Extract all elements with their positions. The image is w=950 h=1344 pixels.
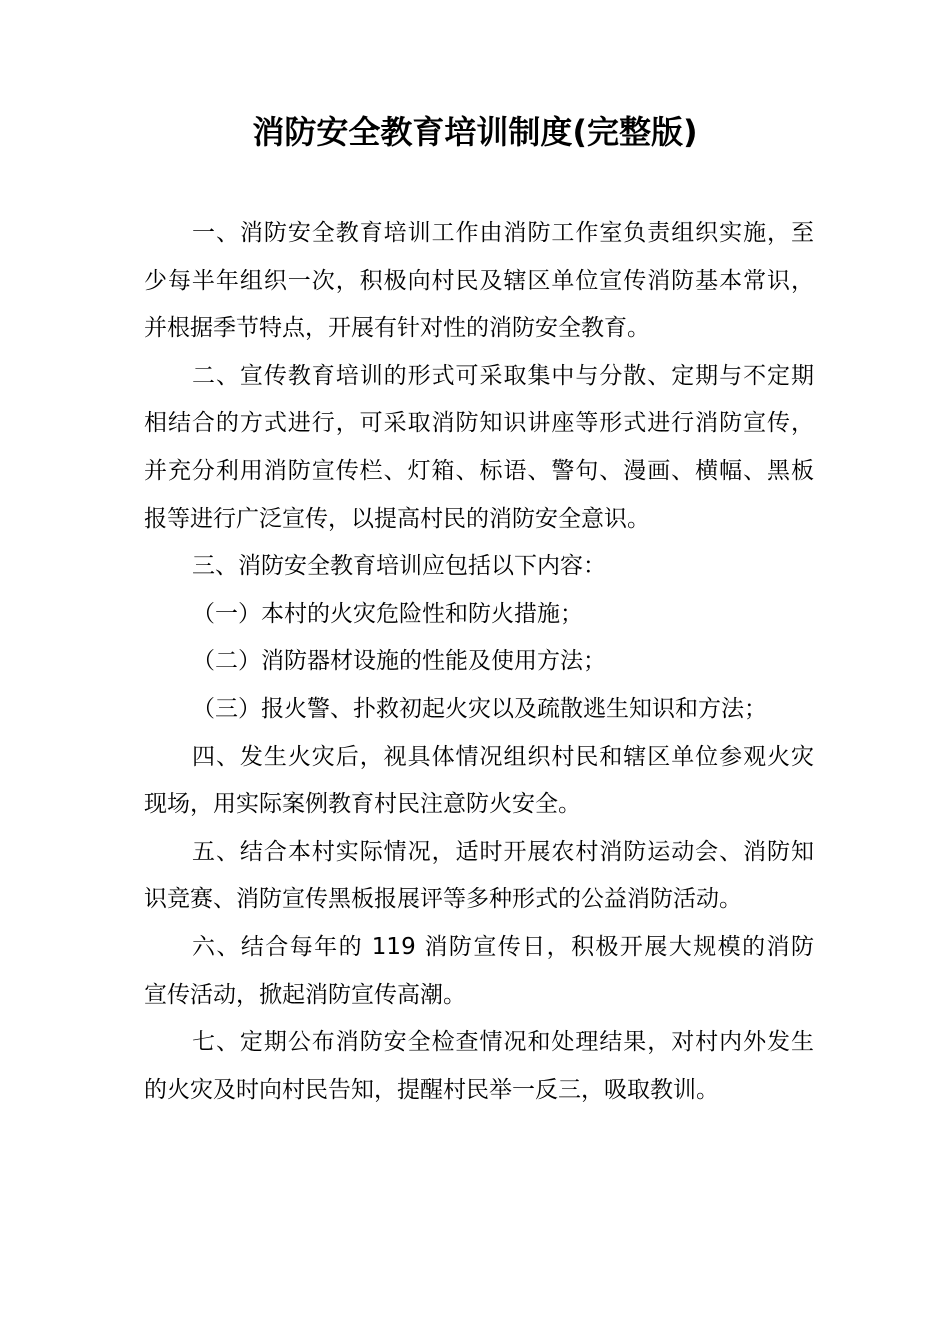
text-line: 五、结合本村实际情况，适时开展农村消防运动会、消防知 [192, 838, 814, 865]
text-line: 现场，用实际案例教育村民注意防火安全。 [144, 791, 581, 818]
text-line: 三、消防安全教育培训应包括以下内容： [192, 553, 606, 580]
text-line: （二）消防器材设施的性能及使用方法； [192, 648, 606, 675]
text-line: 相结合的方式进行，可采取消防知识讲座等形式进行消防宣传， [144, 410, 814, 437]
text-line: 一、消防安全教育培训工作由消防工作室负责组织实施，至 [192, 220, 814, 246]
text-line: 识竞赛、消防宣传黑板报展评等多种形式的公益消防活动。 [144, 886, 742, 913]
text-line: 七、定期公布消防安全检查情况和处理结果，对村内外发生 [192, 1029, 814, 1056]
text-line: 六、结合每年的 119 消防宣传日，积极开展大规模的消防 [192, 933, 814, 960]
text-line: 四、发生火灾后，视具体情况组织村民和辖区单位参观火灾 [192, 743, 814, 770]
text-line: （三）报火警、扑救初起火灾以及疏散逃生知识和方法； [192, 695, 767, 722]
text-line: 的火灾及时向村民告知，提醒村民举一反三，吸取教训。 [144, 1076, 719, 1103]
text-line: 并根据季节特点，开展有针对性的消防安全教育。 [144, 315, 650, 342]
text-line: 少每半年组织一次，积极向村民及辖区单位宣传消防基本常识， [144, 267, 814, 294]
document-body [144, 210, 814, 1114]
text-line: （一）本村的火灾危险性和防火措施； [192, 600, 583, 627]
text-line: 二、宣传教育培训的形式可采取集中与分散、定期与不定期 [192, 362, 814, 389]
text-line: 报等进行广泛宣传，以提高村民的消防安全意识。 [144, 505, 650, 532]
document-title: 消防安全教育培训制度(完整版) [252, 113, 698, 151]
text-line: 宣传活动，掀起消防宣传高潮。 [144, 981, 466, 1008]
text-line: 并充分利用消防宣传栏、灯箱、标语、警句、漫画、横幅、黑板 [144, 457, 814, 484]
